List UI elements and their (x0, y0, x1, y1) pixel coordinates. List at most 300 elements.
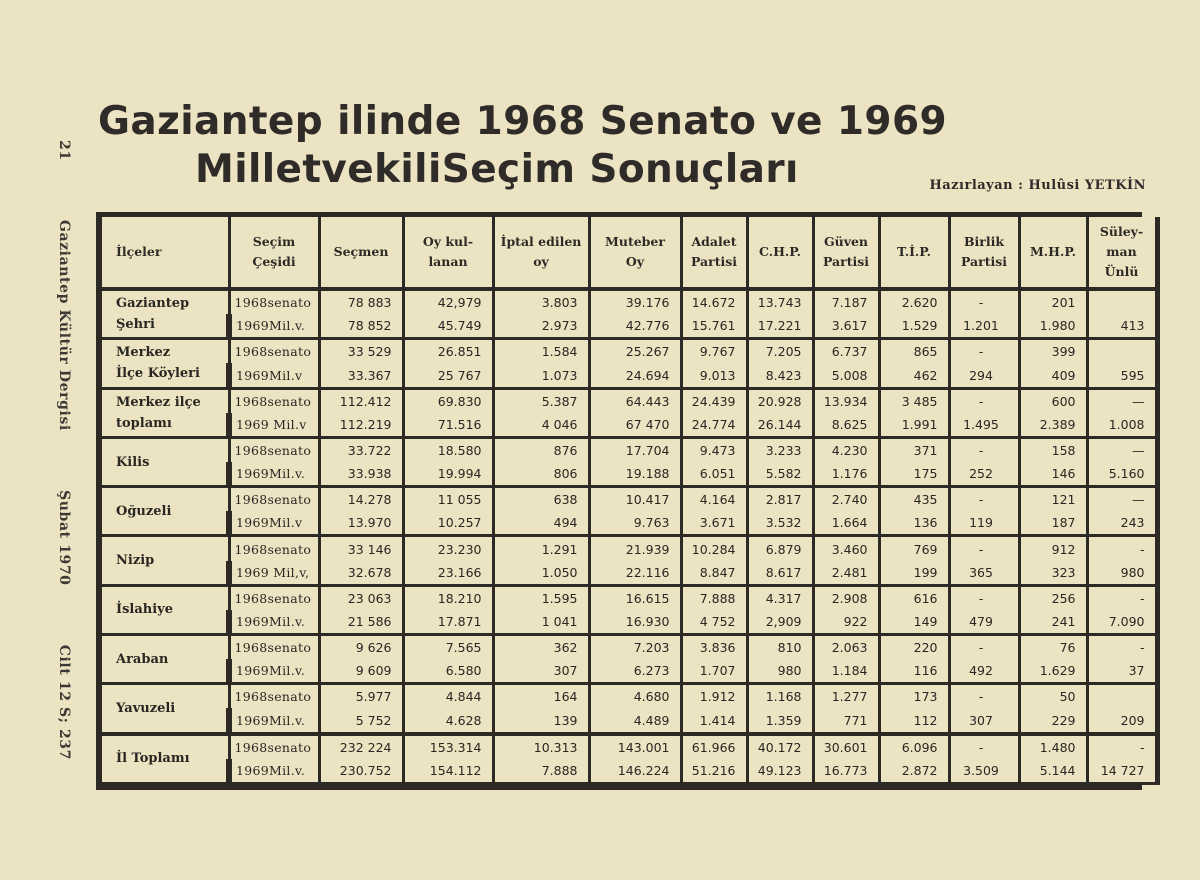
cell-guven: 1.176 (813, 462, 879, 487)
cell-muteber: 17.704 (589, 437, 681, 462)
cell-adalet: 1.707 (681, 659, 747, 684)
cell-birlik: - (949, 734, 1019, 759)
cell-mhp: 241 (1019, 610, 1087, 635)
cell-mhp: 187 (1019, 511, 1087, 536)
cell-tip: 6.096 (879, 734, 949, 759)
header-muteber: Muteber Oy (589, 217, 681, 289)
cell-guven: 2.908 (813, 585, 879, 610)
cell-tip: 220 (879, 635, 949, 660)
cell-secmen: 33 146 (319, 536, 403, 561)
cell-chp: 20.928 (747, 388, 813, 413)
header-adalet: Adalet Partisi (681, 217, 747, 289)
district-name (99, 734, 229, 784)
cell-suleyman: 413 (1087, 314, 1157, 339)
district-name-line-1: İslahiye (116, 602, 173, 618)
issue-date: Şubat 1970 (56, 490, 72, 586)
cell-suleyman: — (1087, 437, 1157, 462)
cell-tip: 769 (879, 536, 949, 561)
district-name (99, 388, 229, 437)
cell-oy-kullanan: 18.210 (403, 585, 493, 610)
cell-chp: 3.532 (747, 511, 813, 536)
cell-birlik: - (949, 684, 1019, 709)
cell-oy-kullanan: 17.871 (403, 610, 493, 635)
cell-mhp: 256 (1019, 585, 1087, 610)
title-line-1: Gaziantep ilinde 1968 Senato ve 1969 (98, 99, 948, 144)
cell-suleyman: 243 (1087, 511, 1157, 536)
cell-secmen: 32.678 (319, 561, 403, 586)
cell-iptal: 7.888 (493, 759, 589, 784)
cell-iptal: 1 041 (493, 610, 589, 635)
cell-chp: 810 (747, 635, 813, 660)
cell-guven: 30.601 (813, 734, 879, 759)
cell-secmen: 33.722 (319, 437, 403, 462)
district-name-line-1: Yavuzeli (116, 700, 176, 716)
cell-tip: 616 (879, 585, 949, 610)
cell-muteber: 25.267 (589, 339, 681, 364)
results-table-frame (96, 212, 1145, 790)
cell-oy-kullanan: 25 767 (403, 363, 493, 388)
table-row (99, 536, 1157, 561)
cell-birlik: - (949, 487, 1019, 512)
issue-volume: Cilt 12 S; 237 (56, 644, 72, 760)
cell-oy-kullanan: 6.580 (403, 659, 493, 684)
cell-oy-kullanan: 42,979 (403, 289, 493, 314)
cell-guven: 4.230 (813, 437, 879, 462)
cell-mhp: 399 (1019, 339, 1087, 364)
cell-iptal: 494 (493, 511, 589, 536)
cell-oy-kullanan: 7.565 (403, 635, 493, 660)
cell-birlik: - (949, 536, 1019, 561)
cell-guven: 922 (813, 610, 879, 635)
cell-suleyman (1087, 684, 1157, 709)
table-row (99, 289, 1157, 314)
cell-guven: 1.184 (813, 659, 879, 684)
cell-birlik: 119 (949, 511, 1019, 536)
cell-suleyman: - (1087, 635, 1157, 660)
cell-iptal: 2.973 (493, 314, 589, 339)
cell-mhp: 2.389 (1019, 413, 1087, 438)
district-name (99, 635, 229, 684)
cell-suleyman (1087, 339, 1157, 364)
cell-tip: 2.620 (879, 289, 949, 314)
cell-muteber: 143.001 (589, 734, 681, 759)
district-name-line-1: Oğuzeli (116, 503, 172, 519)
table-row (99, 585, 1157, 610)
cell-muteber: 22.116 (589, 561, 681, 586)
cell-suleyman: 7.090 (1087, 610, 1157, 635)
cell-secmen: 112.412 (319, 388, 403, 413)
cell-birlik: 252 (949, 462, 1019, 487)
cell-secim-cesidi: 1968senato (229, 635, 319, 660)
cell-chp: 2,909 (747, 610, 813, 635)
cell-adalet: 14.672 (681, 289, 747, 314)
cell-oy-kullanan: 23.166 (403, 561, 493, 586)
cell-secmen: 33.938 (319, 462, 403, 487)
district-name-line-1: Araban (116, 651, 169, 667)
cell-birlik: 3.509 (949, 759, 1019, 784)
cell-tip: 136 (879, 511, 949, 536)
cell-chp: 2.817 (747, 487, 813, 512)
cell-suleyman: — (1087, 487, 1157, 512)
district-name-line-1: İl Toplamı (116, 751, 190, 767)
cell-oy-kullanan: 4.844 (403, 684, 493, 709)
cell-secmen: 78 883 (319, 289, 403, 314)
cell-secmen: 230.752 (319, 759, 403, 784)
cell-tip: 173 (879, 684, 949, 709)
cell-iptal: 3.803 (493, 289, 589, 314)
cell-chp: 7.205 (747, 339, 813, 364)
district-name-line-2: Şehri (116, 317, 155, 333)
cell-suleyman: 980 (1087, 561, 1157, 586)
cell-guven: 7.187 (813, 289, 879, 314)
cell-chp: 40.172 (747, 734, 813, 759)
cell-iptal: 5.387 (493, 388, 589, 413)
table-row (99, 708, 1157, 733)
cell-secmen: 21 586 (319, 610, 403, 635)
cell-tip: 462 (879, 363, 949, 388)
table-row (99, 635, 1157, 660)
results-table (96, 217, 1160, 785)
cell-guven: 16.773 (813, 759, 879, 784)
cell-mhp: 76 (1019, 635, 1087, 660)
cell-suleyman: 1.008 (1087, 413, 1157, 438)
cell-adalet: 15.761 (681, 314, 747, 339)
header-secim-cesidi: Seçim Çeşidi (229, 217, 319, 289)
cell-tip: 3 485 (879, 388, 949, 413)
district-name-line-2: İlçe Köyleri (116, 366, 200, 382)
district-name-line-1: Merkez ilçe (116, 394, 201, 410)
cell-tip: 2.872 (879, 759, 949, 784)
district-name-line-1: Gaziantep (116, 296, 190, 312)
cell-muteber: 24.694 (589, 363, 681, 388)
table-row (99, 388, 1157, 413)
cell-muteber: 4.489 (589, 708, 681, 733)
cell-guven: 13.934 (813, 388, 879, 413)
cell-tip: 1.991 (879, 413, 949, 438)
cell-birlik: - (949, 388, 1019, 413)
cell-mhp: 323 (1019, 561, 1087, 586)
cell-iptal: 164 (493, 684, 589, 709)
cell-tip: 199 (879, 561, 949, 586)
district-name (99, 585, 229, 634)
header-oy-kullanan: Oy kul- lanan (403, 217, 493, 289)
cell-mhp: 409 (1019, 363, 1087, 388)
cell-guven: 1.277 (813, 684, 879, 709)
cell-chp: 1.168 (747, 684, 813, 709)
cell-guven: 5.008 (813, 363, 879, 388)
cell-muteber: 9.763 (589, 511, 681, 536)
cell-muteber: 42.776 (589, 314, 681, 339)
table-row (99, 487, 1157, 512)
header-iptal: İptal edilen oy (493, 217, 589, 289)
cell-birlik: 294 (949, 363, 1019, 388)
header-secmen: Seçmen (319, 217, 403, 289)
cell-mhp: 201 (1019, 289, 1087, 314)
cell-adalet: 7.888 (681, 585, 747, 610)
cell-mhp: 50 (1019, 684, 1087, 709)
cell-secmen: 5.977 (319, 684, 403, 709)
cell-guven: 1.664 (813, 511, 879, 536)
cell-adalet: 4 752 (681, 610, 747, 635)
cell-tip: 371 (879, 437, 949, 462)
table-row (99, 437, 1157, 462)
cell-mhp: 1.980 (1019, 314, 1087, 339)
table-row (99, 610, 1157, 635)
cell-tip: 149 (879, 610, 949, 635)
header-guven: Güven Partisi (813, 217, 879, 289)
cell-chp: 6.879 (747, 536, 813, 561)
cell-suleyman (1087, 289, 1157, 314)
cell-iptal: 1.050 (493, 561, 589, 586)
header-suleyman: Süley- man Ünlü (1087, 217, 1157, 289)
cell-guven: 2.063 (813, 635, 879, 660)
cell-mhp: 600 (1019, 388, 1087, 413)
cell-secim-cesidi: 1968senato (229, 585, 319, 610)
cell-secim-cesidi: 1969Mil.v. (229, 610, 319, 635)
cell-adalet: 24.439 (681, 388, 747, 413)
cell-adalet: 9.473 (681, 437, 747, 462)
cell-iptal: 362 (493, 635, 589, 660)
author-credit: Hazırlayan : Hulûsi YETKİN (929, 178, 1146, 193)
district-name-line-1: Nizip (116, 553, 155, 569)
cell-chp: 5.582 (747, 462, 813, 487)
table-row (99, 413, 1157, 438)
cell-secim-cesidi: 1969Mil.v. (229, 314, 319, 339)
cell-iptal: 307 (493, 659, 589, 684)
cell-secmen: 9 609 (319, 659, 403, 684)
cell-birlik: - (949, 339, 1019, 364)
cell-suleyman: — (1087, 388, 1157, 413)
cell-oy-kullanan: 69.830 (403, 388, 493, 413)
cell-oy-kullanan: 11 055 (403, 487, 493, 512)
cell-guven: 3.460 (813, 536, 879, 561)
cell-chp: 1.359 (747, 708, 813, 733)
table-row (99, 314, 1157, 339)
cell-suleyman: 14 727 (1087, 759, 1157, 784)
cell-oy-kullanan: 154.112 (403, 759, 493, 784)
cell-iptal: 4 046 (493, 413, 589, 438)
table-row (99, 759, 1157, 784)
cell-iptal: 638 (493, 487, 589, 512)
cell-oy-kullanan: 19.994 (403, 462, 493, 487)
cell-secim-cesidi: 1968senato (229, 388, 319, 413)
cell-mhp: 146 (1019, 462, 1087, 487)
cell-secim-cesidi: 1969Mil.v. (229, 759, 319, 784)
cell-secim-cesidi: 1969 Mil.v (229, 413, 319, 438)
cell-secmen: 232 224 (319, 734, 403, 759)
cell-mhp: 1.480 (1019, 734, 1087, 759)
cell-adalet: 4.164 (681, 487, 747, 512)
cell-chp: 8.423 (747, 363, 813, 388)
cell-muteber: 64.443 (589, 388, 681, 413)
cell-muteber: 16.615 (589, 585, 681, 610)
cell-guven: 2.740 (813, 487, 879, 512)
cell-suleyman: 595 (1087, 363, 1157, 388)
cell-birlik: - (949, 289, 1019, 314)
district-name (99, 536, 229, 585)
cell-oy-kullanan: 18.580 (403, 437, 493, 462)
cell-birlik: 1.495 (949, 413, 1019, 438)
cell-secim-cesidi: 1969Mil.v. (229, 659, 319, 684)
cell-guven: 771 (813, 708, 879, 733)
cell-secim-cesidi: 1968senato (229, 487, 319, 512)
cell-adalet: 51.216 (681, 759, 747, 784)
cell-birlik: - (949, 585, 1019, 610)
cell-secim-cesidi: 1968senato (229, 734, 319, 759)
cell-tip: 116 (879, 659, 949, 684)
district-name (99, 684, 229, 734)
cell-mhp: 121 (1019, 487, 1087, 512)
journal-name: Gaziantep Kültür Dergisi (56, 219, 72, 431)
cell-secmen: 5 752 (319, 708, 403, 733)
cell-secmen: 33 529 (319, 339, 403, 364)
cell-chp: 49.123 (747, 759, 813, 784)
cell-oy-kullanan: 10.257 (403, 511, 493, 536)
cell-chp: 13.743 (747, 289, 813, 314)
header-birlik: Birlik Partisi (949, 217, 1019, 289)
side-caption-bar (52, 140, 76, 760)
cell-secmen: 33.367 (319, 363, 403, 388)
district-name (99, 487, 229, 536)
cell-oy-kullanan: 23.230 (403, 536, 493, 561)
cell-birlik: 365 (949, 561, 1019, 586)
cell-secim-cesidi: 1969 Mil,v, (229, 561, 319, 586)
cell-muteber: 6.273 (589, 659, 681, 684)
cell-mhp: 158 (1019, 437, 1087, 462)
cell-tip: 435 (879, 487, 949, 512)
cell-birlik: 307 (949, 708, 1019, 733)
cell-tip: 175 (879, 462, 949, 487)
table-row (99, 511, 1157, 536)
cell-secim-cesidi: 1968senato (229, 536, 319, 561)
cell-tip: 865 (879, 339, 949, 364)
cell-secim-cesidi: 1969Mil.v. (229, 708, 319, 733)
table-row (99, 734, 1157, 759)
table-header-row (99, 217, 1157, 289)
cell-adalet: 1.912 (681, 684, 747, 709)
table-row (99, 363, 1157, 388)
cell-chp: 17.221 (747, 314, 813, 339)
cell-secmen: 112.219 (319, 413, 403, 438)
cell-adalet: 3.836 (681, 635, 747, 660)
table-body (99, 289, 1157, 784)
cell-secmen: 9 626 (319, 635, 403, 660)
cell-muteber: 21.939 (589, 536, 681, 561)
cell-adalet: 24.774 (681, 413, 747, 438)
cell-secmen: 13.970 (319, 511, 403, 536)
header-ilceler: İlçeler (99, 217, 229, 289)
cell-suleyman: 5.160 (1087, 462, 1157, 487)
cell-iptal: 806 (493, 462, 589, 487)
cell-muteber: 19.188 (589, 462, 681, 487)
cell-adalet: 9.013 (681, 363, 747, 388)
table-row (99, 561, 1157, 586)
table-row (99, 462, 1157, 487)
cell-secim-cesidi: 1969Mil.v (229, 363, 319, 388)
cell-adalet: 3.671 (681, 511, 747, 536)
cell-guven: 6.737 (813, 339, 879, 364)
cell-suleyman: - (1087, 734, 1157, 759)
cell-muteber: 39.176 (589, 289, 681, 314)
cell-oy-kullanan: 45.749 (403, 314, 493, 339)
cell-iptal: 10.313 (493, 734, 589, 759)
cell-iptal: 139 (493, 708, 589, 733)
cell-chp: 26.144 (747, 413, 813, 438)
cell-chp: 4.317 (747, 585, 813, 610)
cell-muteber: 16.930 (589, 610, 681, 635)
cell-birlik: - (949, 437, 1019, 462)
cell-guven: 2.481 (813, 561, 879, 586)
table-row (99, 684, 1157, 709)
title-line-2: MilletvekiliSeçim Sonuçları (195, 147, 799, 192)
cell-secim-cesidi: 1969Mil.v. (229, 462, 319, 487)
cell-birlik: - (949, 635, 1019, 660)
cell-oy-kullanan: 26.851 (403, 339, 493, 364)
cell-adalet: 1.414 (681, 708, 747, 733)
cell-secim-cesidi: 1968senato (229, 437, 319, 462)
cell-tip: 1.529 (879, 314, 949, 339)
header-mhp: M.H.P. (1019, 217, 1087, 289)
cell-secim-cesidi: 1968senato (229, 684, 319, 709)
cell-adalet: 9.767 (681, 339, 747, 364)
cell-suleyman: - (1087, 536, 1157, 561)
district-name (99, 339, 229, 388)
cell-oy-kullanan: 153.314 (403, 734, 493, 759)
cell-birlik: 1.201 (949, 314, 1019, 339)
cell-iptal: 1.584 (493, 339, 589, 364)
district-name-line-1: Merkez (116, 345, 171, 361)
cell-mhp: 1.629 (1019, 659, 1087, 684)
district-name (99, 437, 229, 486)
cell-chp: 8.617 (747, 561, 813, 586)
cell-suleyman: 209 (1087, 708, 1157, 733)
cell-suleyman: - (1087, 585, 1157, 610)
cell-secim-cesidi: 1968senato (229, 339, 319, 364)
cell-mhp: 912 (1019, 536, 1087, 561)
cell-secmen: 23 063 (319, 585, 403, 610)
cell-iptal: 1.073 (493, 363, 589, 388)
cell-secmen: 78 852 (319, 314, 403, 339)
cell-iptal: 1.291 (493, 536, 589, 561)
cell-iptal: 1.595 (493, 585, 589, 610)
table-row (99, 659, 1157, 684)
cell-muteber: 4.680 (589, 684, 681, 709)
cell-chp: 980 (747, 659, 813, 684)
page-number: 21 (56, 140, 72, 161)
cell-iptal: 876 (493, 437, 589, 462)
district-name-line-1: Kilis (116, 454, 150, 470)
cell-mhp: 5.144 (1019, 759, 1087, 784)
cell-birlik: 492 (949, 659, 1019, 684)
cell-secim-cesidi: 1968senato (229, 289, 319, 314)
cell-muteber: 7.203 (589, 635, 681, 660)
cell-adalet: 6.051 (681, 462, 747, 487)
cell-oy-kullanan: 4.628 (403, 708, 493, 733)
cell-adalet: 8.847 (681, 561, 747, 586)
cell-muteber: 10.417 (589, 487, 681, 512)
header-tip: T.İ.P. (879, 217, 949, 289)
district-name-line-2: toplamı (116, 415, 172, 431)
cell-adalet: 10.284 (681, 536, 747, 561)
cell-muteber: 146.224 (589, 759, 681, 784)
table-row (99, 339, 1157, 364)
cell-oy-kullanan: 71.516 (403, 413, 493, 438)
cell-secmen: 14.278 (319, 487, 403, 512)
cell-guven: 3.617 (813, 314, 879, 339)
cell-mhp: 229 (1019, 708, 1087, 733)
cell-secim-cesidi: 1969Mil.v (229, 511, 319, 536)
cell-muteber: 67 470 (589, 413, 681, 438)
